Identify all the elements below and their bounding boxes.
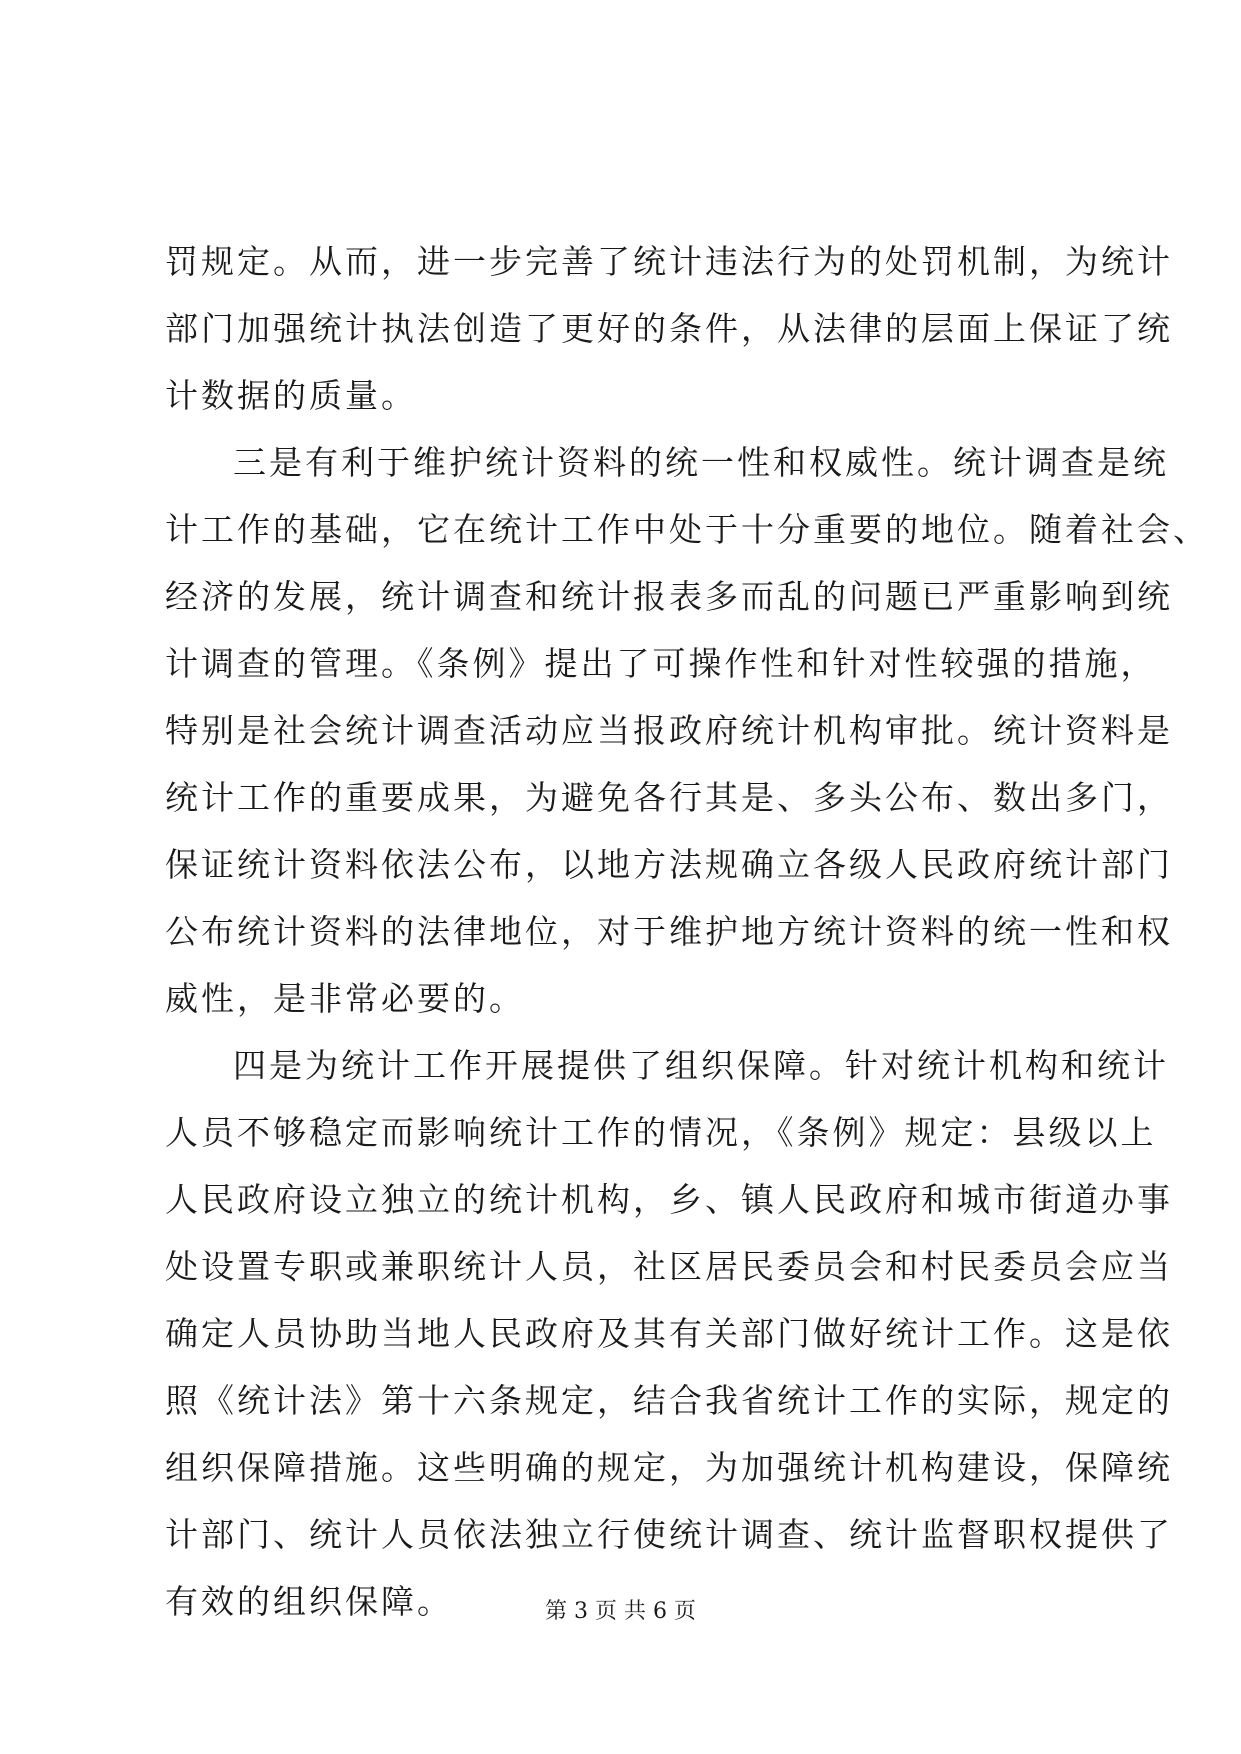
text-line: 保证统计资料依法公布，以地方法规确立各级人民政府统计部门 [165, 845, 1173, 884]
text-line: 经济的发展，统计调查和统计报表多而乱的问题已严重影响到统 [165, 577, 1173, 616]
paragraph-point-three [165, 429, 1209, 1032]
text-line: 三是有利于维护统计资料的统一性和权威性。统计调查是统 [233, 443, 1169, 482]
text-line: 计数据的质量。 [165, 376, 417, 415]
document-body [165, 228, 1209, 1635]
text-line: 四是为统计工作开展提供了组织保障。针对统计机构和统计 [233, 1046, 1169, 1085]
text-line: 威性，是非常必要的。 [165, 979, 525, 1018]
paragraph-point-four [165, 1032, 1173, 1635]
text-line: 确定人员协助当地人民政府及其有关部门做好统计工作。这是依 [165, 1314, 1173, 1353]
text-line: 罚规定。从而，进一步完善了统计违法行为的处罚机制，为统计 [165, 242, 1173, 281]
text-line: 统计工作的重要成果，为避免各行其是、多头公布、数出多门， [165, 778, 1173, 817]
text-line: 计工作的基础，它在统计工作中处于十分重要的地位。随着社会、 [165, 510, 1209, 549]
text-line: 部门加强统计执法创造了更好的条件，从法律的层面上保证了统 [165, 309, 1173, 348]
text-line: 照《统计法》第十六条规定，结合我省统计工作的实际，规定的 [165, 1381, 1173, 1420]
text-line: 人民政府设立独立的统计机构，乡、镇人民政府和城市街道办事 [165, 1180, 1173, 1219]
text-line: 组织保障措施。这些明确的规定，为加强统计机构建设，保障统 [165, 1448, 1173, 1487]
text-line: 处设置专职或兼职统计人员，社区居民委员会和村民委员会应当 [165, 1247, 1173, 1286]
paragraph-continuation [165, 228, 1173, 429]
text-line: 有效的组织保障。 [165, 1582, 453, 1621]
text-line: 特别是社会统计调查活动应当报政府统计机构审批。统计资料是 [165, 711, 1173, 750]
page-number-footer: 第 3 页 共 6 页 [545, 1599, 696, 1624]
text-line: 公布统计资料的法律地位，对于维护地方统计资料的统一性和权 [165, 912, 1173, 951]
text-line: 人员不够稳定而影响统计工作的情况，《条例》规定：县级以上 [165, 1113, 1157, 1152]
text-line: 计部门、统计人员依法独立行使统计调查、统计监督职权提供了 [165, 1515, 1173, 1554]
text-line: 计调查的管理。《条例》提出了可操作性和针对性较强的措施， [165, 644, 1157, 683]
